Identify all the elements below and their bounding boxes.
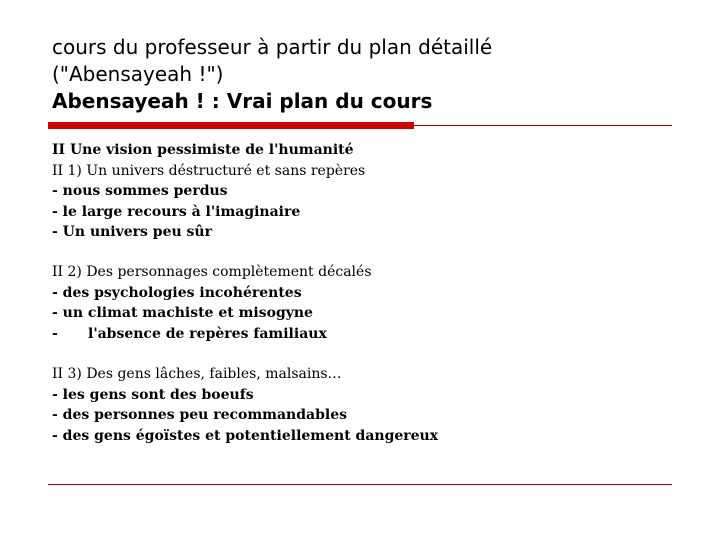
list-item [52, 324, 672, 345]
list-item: - le large recours à l'imaginaire [52, 203, 301, 220]
top-divider [48, 125, 672, 126]
title-line-2: ("Abensayeah !") [52, 62, 224, 86]
section-1 [52, 140, 672, 243]
list-item: - des psychologies incohérentes [52, 284, 302, 301]
section-1-heading: II Une vision pessimiste de l'humanité [52, 142, 354, 158]
list-item-text: l'absence de repères familiaux [88, 325, 327, 342]
list-item: - un climat machiste et misogyne [52, 305, 313, 321]
list-item: - Un univers peu sûr [52, 224, 212, 240]
title-line-1: cours du professeur à partir du plan détaillé [52, 35, 493, 59]
list-item: - les gens sont des boeufs [52, 386, 254, 403]
list-item: - des gens égoïstes et potentiellement dangereux [52, 427, 439, 444]
list-item-dash: - [52, 325, 58, 342]
title-line-3: Abensayeah ! : Vrai plan du cours [52, 89, 433, 113]
slide-title [52, 34, 692, 115]
section-2-subheading: II 2) Des personnages complètement décalés [52, 264, 372, 280]
section-2 [52, 262, 672, 344]
list-item: - des personnes peu recommandables [52, 407, 347, 423]
bottom-divider [48, 484, 672, 485]
section-1-subheading: II 1) Un univers déstructuré et sans repères [52, 162, 366, 179]
list-item: - nous sommes perdus [52, 183, 228, 199]
section-3-subheading: II 3) Des gens lâches, faibles, malsains… [52, 366, 342, 382]
section-3 [52, 364, 672, 446]
